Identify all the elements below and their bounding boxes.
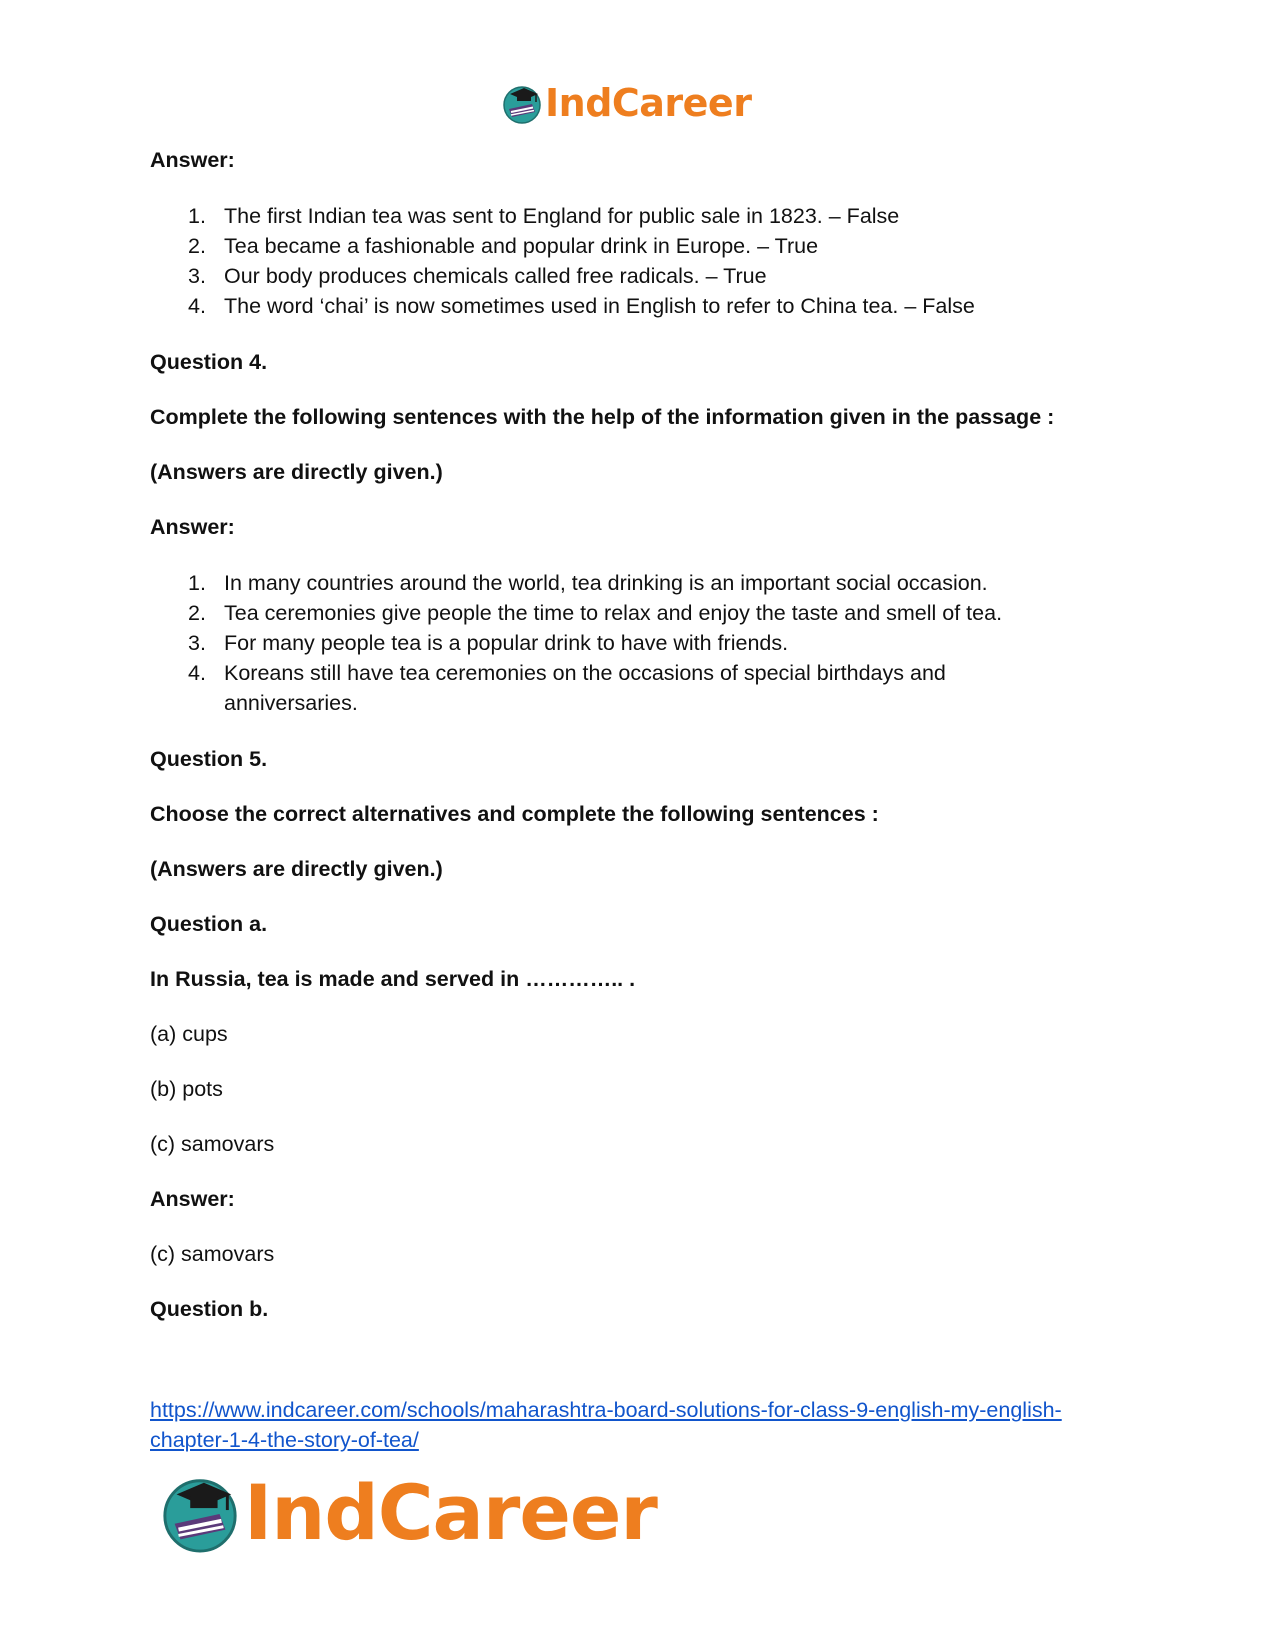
list-item: 1. The first Indian tea was sent to England for public sale in 1823. – False	[188, 204, 900, 228]
list-item: 3. For many people tea is a popular drink to have with friends.	[188, 631, 789, 655]
question-5-prompt: Choose the correct alternatives and complete the following sentences :	[150, 802, 879, 826]
question-a-label: Question a.	[150, 912, 268, 936]
list-item: 1. In many countries around the world, tea drinking is an important social occasion.	[188, 571, 988, 595]
option-a: (a) cups	[150, 1022, 228, 1046]
answer-label: Answer:	[150, 148, 235, 172]
question-4-label: Question 4.	[150, 350, 268, 374]
option-c: (c) samovars	[150, 1132, 275, 1156]
question-b-label: Question b.	[150, 1297, 269, 1321]
list-item: 2. Tea became a fashionable and popular drink in Europe. – True	[188, 234, 819, 258]
answer-label: Answer:	[150, 515, 235, 539]
question-4-prompt: Complete the following sentences with the help of the information given in the passage :	[150, 405, 1055, 429]
list-item: 3. Our body produces chemicals called free radicals. – True	[188, 264, 767, 288]
logo-text: IndCareer	[545, 81, 752, 125]
answer-list-2	[150, 568, 1135, 718]
footer-logo	[160, 1467, 657, 1557]
list-item: 2. Tea ceremonies give people the time to relax and enjoy the taste and smell of tea.	[188, 601, 1003, 625]
answer-label: Answer:	[150, 1187, 235, 1211]
logo-globe-book-icon	[160, 1471, 240, 1553]
question-5-label: Question 5.	[150, 747, 268, 771]
question-5-note: (Answers are directly given.)	[150, 857, 443, 881]
logo-globe-book-icon	[502, 82, 542, 124]
document-body	[150, 146, 1135, 1350]
answer-list-1	[150, 201, 1135, 321]
list-item: 4. Koreans still have tea ceremonies on the occasions of special birthdays and anniversaries.	[188, 661, 946, 715]
answer-value: (c) samovars	[150, 1242, 275, 1266]
logo-text: IndCareer	[244, 1467, 657, 1557]
option-b: (b) pots	[150, 1077, 223, 1101]
header-logo	[502, 80, 751, 126]
source-url-link[interactable]: https://www.indcareer.com/schools/maharashtra-board-solutions-for-class-9-english-my-english-chapter-1-4-the-story-of-tea/	[150, 1398, 1062, 1452]
question-a-prompt: In Russia, tea is made and served in ………….. .	[150, 967, 636, 991]
list-item: 4. The word ‘chai’ is now sometimes used in English to refer to China tea. – False	[188, 294, 975, 318]
question-4-note: (Answers are directly given.)	[150, 460, 443, 484]
